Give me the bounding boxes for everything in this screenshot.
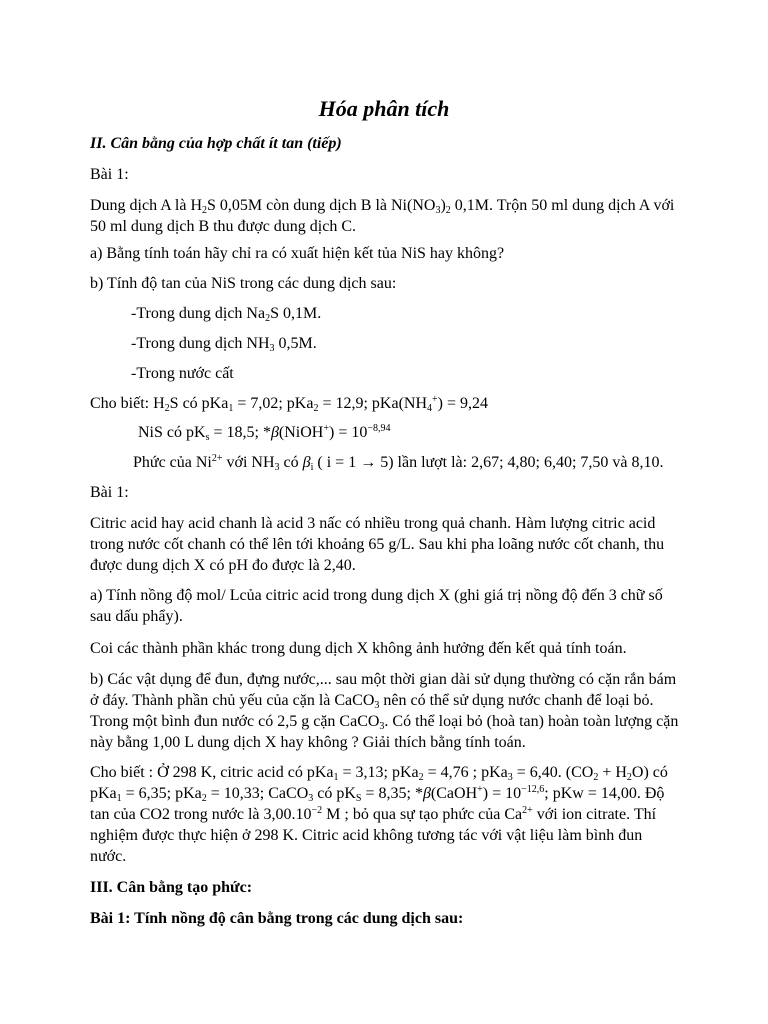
- problem-statement-1: Dung dịch A là $H_2S$ 0,05M còn dung dịch B là $Ni(NO_3)_2$ 0,1M. Trộn 50 ml dung dịch A với 50 ml dung dịch B thu được dung dịch C.: [90, 197, 675, 235]
- question-b: b) Tính độ tan của NiS trong các dung dịch sau:: [90, 275, 397, 292]
- given-data-3: Phức của $Ni^{2+}$ với $NH_3$ có $\beta_i$ ( i = 1 → 5) lần lượt là: 2,67; 4,80; 6,40; 7,50 và 8,10.: [133, 453, 664, 473]
- problem-statement-2: Citric acid hay acid chanh là acid 3 nấc có nhiều trong quả chanh. Hàm lượng citric acid trong nước cốt chanh có thể lên tới khoảng 65 g/L. Sau khi pha loãng nước cốt chanh, thu được dung dịch X có pH đo được là 2,40.: [90, 515, 665, 574]
- section-heading-3: III. Cân bằng tạo phức:: [90, 879, 253, 896]
- note-paragraph: Coi các thành phần khác trong dung dịch X không ảnh hưởng đến kết quả tính toán.: [90, 640, 627, 657]
- document-title: Hóa phân tích: [318, 96, 450, 121]
- question-2a: a) Tính nồng độ mol/ Lcủa citric acid trong dung dịch X (ghi giá trị nồng độ đến 3 chữ số sau dấu phẩy).: [90, 587, 663, 625]
- given-data-4: Cho biết : Ở 298 K, citric acid có pKa$_1$ = 3,13; pKa$_2$ = 4,76 ; pKa$_3$ = 6,40. $(CO_2 + H_2O)$ có pKa$_1$ = 6,35; pKa$_2$ = 10,33; CaCO$_3$ có $pK_S = 8,35$; *β(CaOH+) = $10^{-12,6}$; pKw = 14,00. Độ tan của CO2 trong nước là $3,00.10^{-2}$ M ; bỏ qua sự tạo phức của $Ca^{2+}$ với ion citrate. Thí nghiệm được thực hiện ở 298 K. Citric acid không tương tác với vật liệu làm bình đun nước.: [90, 764, 668, 865]
- list-item-na2s: -Trong dung dịch $Na_2S$ 0,1M.: [131, 305, 322, 324]
- list-item-nh3: -Trong dung dịch $NH_3$ 0,5M.: [131, 335, 317, 354]
- list-item-water: -Trong nước cất: [131, 365, 234, 382]
- question-a: a) Bằng tính toán hãy chỉ ra có xuất hiện kết tủa NiS hay không?: [90, 245, 505, 262]
- given-data-2: NiS có $pK_s = 18,5$; *β(NiOH+) = $10^{-8,94}$: [138, 423, 391, 443]
- arrow-icon: →: [360, 454, 377, 471]
- given-data-1: Cho biết: $H_2S$ có pKa$_1$ = 7,02; pKa$_2$ = 12,9; $pKa(NH_4^+) = 9,24$: [90, 394, 489, 414]
- exercise-label-2: Bài 1:: [90, 484, 129, 501]
- exercise-heading-3: Bài 1: Tính nồng độ cân bằng trong các dung dịch sau:: [90, 910, 464, 927]
- question-2b: b) Các vật dụng để đun, đựng nước,... sau một thời gian dài sử dụng thường có cặn rắn bám ở đáy. Thành phần chủ yếu của cặn là CaCO$_3$ nên có thể sử dụng nước chanh để loại bỏ. Trong một bình đun nước có 2,5 g cặn CaCO$_3$. Có thể loại bỏ (hoà tan) hoàn toàn lượng cặn này bằng 1,00 L dung dịch X hay không ? Giải thích bằng tính toán.: [90, 671, 679, 751]
- section-heading-2: II. Cân bằng của hợp chất ít tan (tiếp): [90, 135, 342, 152]
- exercise-label: Bài 1:: [90, 166, 129, 183]
